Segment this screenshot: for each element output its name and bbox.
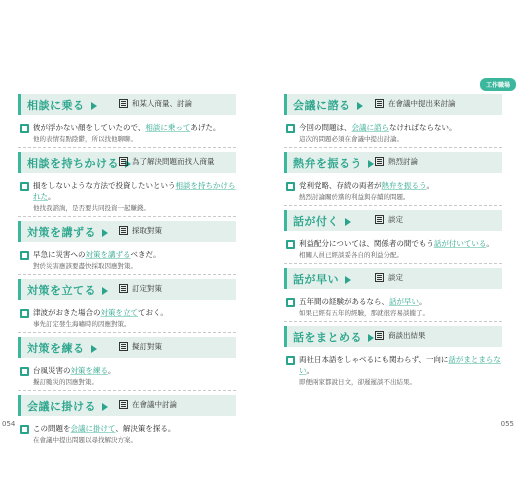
example-row	[18, 307, 236, 318]
entry-header	[18, 152, 236, 173]
vocab-term: 話が付く	[287, 213, 351, 229]
vocab-entry	[284, 152, 502, 206]
meaning-icon	[119, 99, 128, 108]
example-row	[284, 296, 502, 307]
sentence-part: 両社日本語をしゃべるにも関わらず、一向に	[299, 355, 449, 364]
translation: 如果已經有五年的經驗，那就很容易談攏了。	[299, 309, 429, 317]
highlighted-phrase: 会議に掛けて	[70, 424, 116, 433]
example-icon	[286, 356, 295, 365]
entry-header	[284, 94, 502, 115]
translation: 在會議中提出問題以尋找解決方案。	[33, 436, 137, 444]
entry-header	[284, 268, 502, 289]
example-icon	[286, 240, 295, 249]
vocab-term: 対策を立てる	[21, 282, 108, 298]
sentence-part: 。	[426, 181, 434, 190]
entry-header	[18, 337, 236, 358]
meaning-icon	[119, 284, 128, 293]
meaning-text: 談定	[388, 273, 403, 282]
sentence-part: 、解決策を探る。	[115, 424, 176, 433]
translation: 相關人員已經談妥各自的利益分配。	[299, 251, 403, 259]
example-icon	[20, 182, 29, 191]
right-page	[260, 0, 520, 500]
entry-list	[284, 94, 502, 394]
meaning-text: 和某人商量、討論	[132, 99, 192, 108]
example-row	[284, 180, 502, 191]
highlighted-phrase: 対策を練る	[70, 366, 108, 375]
example-row	[284, 354, 502, 376]
highlighted-phrase: 会議に諮ら	[351, 123, 389, 132]
meaning-text: 在會議中提出來討論	[388, 99, 456, 108]
sentence-part: 。	[108, 366, 116, 375]
example-icon	[20, 251, 29, 260]
vocab-term: 相談に乗る	[21, 97, 97, 113]
example-row	[284, 238, 502, 249]
term-meaning	[119, 341, 162, 352]
example-icon	[20, 124, 29, 133]
term-meaning	[119, 283, 162, 294]
meaning-icon	[119, 157, 128, 166]
meaning-text: 採取對策	[132, 226, 162, 235]
meaning-icon	[375, 331, 384, 340]
term-meaning	[119, 399, 177, 410]
sentence-part: 彼が浮かない顔をしていたので、	[33, 123, 146, 132]
sentence-part: 五年間の経験があるなら、	[299, 297, 389, 306]
term-meaning	[375, 98, 456, 109]
highlighted-phrase: 熱弁を振るう	[381, 181, 427, 190]
meaning-text: 熱烈討論	[388, 157, 418, 166]
sentence-part: 党利党略、存続の両者が	[299, 181, 382, 190]
example-icon	[286, 124, 295, 133]
vocab-entry	[284, 210, 502, 264]
section-badge: 工作職場	[480, 78, 516, 91]
term-meaning	[375, 214, 403, 225]
vocab-entry	[18, 337, 236, 391]
example-sentence	[33, 249, 161, 260]
term-meaning	[119, 98, 192, 109]
vocab-entry	[284, 326, 502, 390]
sentence-part: 利益配分については、関係者の間でもう	[299, 239, 434, 248]
example-sentence	[33, 180, 236, 202]
example-sentence	[299, 180, 434, 191]
translation: 熱烈討論關於黨的利益與存續的問題。	[299, 193, 410, 201]
meaning-text: 在會議中討論	[132, 400, 177, 409]
vocab-entry	[18, 395, 236, 448]
example-sentence	[299, 296, 427, 307]
meaning-icon	[375, 273, 384, 282]
vocab-term: 会議に諮る	[287, 97, 363, 113]
meaning-icon	[375, 215, 384, 224]
example-icon	[286, 298, 295, 307]
example-sentence	[33, 365, 116, 376]
term-meaning	[119, 156, 215, 167]
meaning-icon	[119, 400, 128, 409]
example-sentence	[299, 354, 502, 376]
entry-header	[284, 326, 502, 347]
sentence-part: 台風災害の	[33, 366, 71, 375]
vocab-entry	[18, 279, 236, 333]
meaning-text: 談定	[388, 215, 403, 224]
translation: 他的表情有點陰鬱，所以找他聊聊。	[33, 135, 137, 143]
sentence-part: 今回の問題は、	[299, 123, 352, 132]
meaning-text: 訂定對策	[132, 284, 162, 293]
sentence-part: 津波がおきた場合の	[33, 308, 101, 317]
example-row	[18, 423, 236, 434]
vocab-entry	[284, 268, 502, 322]
vocab-term: 相談を持ちかける	[21, 155, 131, 171]
sentence-part: 。	[306, 366, 314, 375]
term-meaning	[119, 225, 162, 236]
vocab-term: 対策を講ずる	[21, 224, 108, 240]
sentence-part: ておく。	[138, 308, 168, 317]
term-meaning	[375, 156, 418, 167]
entry-header	[284, 210, 502, 231]
highlighted-phrase: 話がまとまらない	[299, 355, 501, 375]
meaning-text: 擬訂對策	[132, 342, 162, 351]
example-sentence	[33, 423, 175, 434]
entry-header	[18, 395, 236, 416]
sentence-part: 損をしないような方法で投資したいという	[33, 181, 176, 190]
sentence-part: 。	[419, 297, 427, 306]
highlighted-phrase: 話が付いている	[433, 239, 487, 248]
meaning-text: 為了解決問題而找人商量	[132, 157, 215, 166]
entry-list	[18, 94, 236, 452]
entry-header	[18, 279, 236, 300]
example-row	[18, 122, 236, 133]
example-sentence	[299, 238, 494, 249]
vocab-term: 会議に掛ける	[21, 398, 108, 414]
translation: 這次的問題必須在會議中提出討論。	[299, 135, 403, 143]
example-row	[18, 365, 236, 376]
vocab-term: 対策を練る	[21, 340, 97, 356]
highlighted-phrase: 相談に乗って	[145, 123, 191, 132]
example-row	[18, 180, 236, 202]
example-sentence	[33, 122, 220, 133]
vocab-term: 話をまとめる	[287, 329, 374, 345]
entry-header	[284, 152, 502, 173]
entry-header	[18, 94, 236, 115]
meaning-icon	[119, 226, 128, 235]
example-sentence	[33, 307, 168, 318]
example-icon	[286, 182, 295, 191]
translation: 即便兩家都說日文，卻遲遲談不出結果。	[299, 378, 416, 386]
sentence-part: 。	[48, 192, 56, 201]
example-icon	[20, 367, 29, 376]
vocab-term: 熱弁を振るう	[287, 155, 374, 171]
vocab-entry	[18, 94, 236, 148]
page-number: 055	[500, 420, 514, 428]
highlighted-phrase: 話が早い	[389, 297, 419, 306]
sentence-part: あげた。	[190, 123, 221, 132]
example-sentence	[299, 122, 457, 133]
example-icon	[20, 425, 29, 434]
example-row	[18, 249, 236, 260]
translation: 擬訂颱災的因應對策。	[33, 378, 98, 386]
page-number: 054	[2, 420, 16, 428]
term-meaning	[375, 272, 403, 283]
translation: 他找我諮詢，是否要共同投資一起賺錢。	[33, 204, 150, 212]
vocab-term: 話が早い	[287, 271, 351, 287]
vocab-entry	[18, 221, 236, 275]
sentence-part: この問題を	[33, 424, 71, 433]
vocab-entry	[18, 152, 236, 217]
example-icon	[20, 309, 29, 318]
vocab-entry	[284, 94, 502, 148]
translation: 事先訂定發生海嘯時的因應對策。	[33, 320, 131, 328]
meaning-icon	[119, 342, 128, 351]
sentence-part: 早急に災害への	[33, 250, 86, 259]
meaning-icon	[375, 99, 384, 108]
example-row	[284, 122, 502, 133]
highlighted-phrase: 対策を講ずる	[85, 250, 131, 259]
highlighted-phrase: 相談を持ちかけられた	[33, 181, 236, 201]
sentence-part: べきだ。	[130, 250, 161, 259]
highlighted-phrase: 対策を立て	[100, 308, 138, 317]
translation: 對於災害應該要盡快採取因應對策。	[33, 262, 137, 270]
meaning-icon	[375, 157, 384, 166]
sentence-part: 。	[486, 239, 494, 248]
sentence-part: なければならない。	[389, 123, 457, 132]
entry-header	[18, 221, 236, 242]
term-meaning	[375, 330, 426, 341]
meaning-text: 商談出結果	[388, 331, 426, 340]
